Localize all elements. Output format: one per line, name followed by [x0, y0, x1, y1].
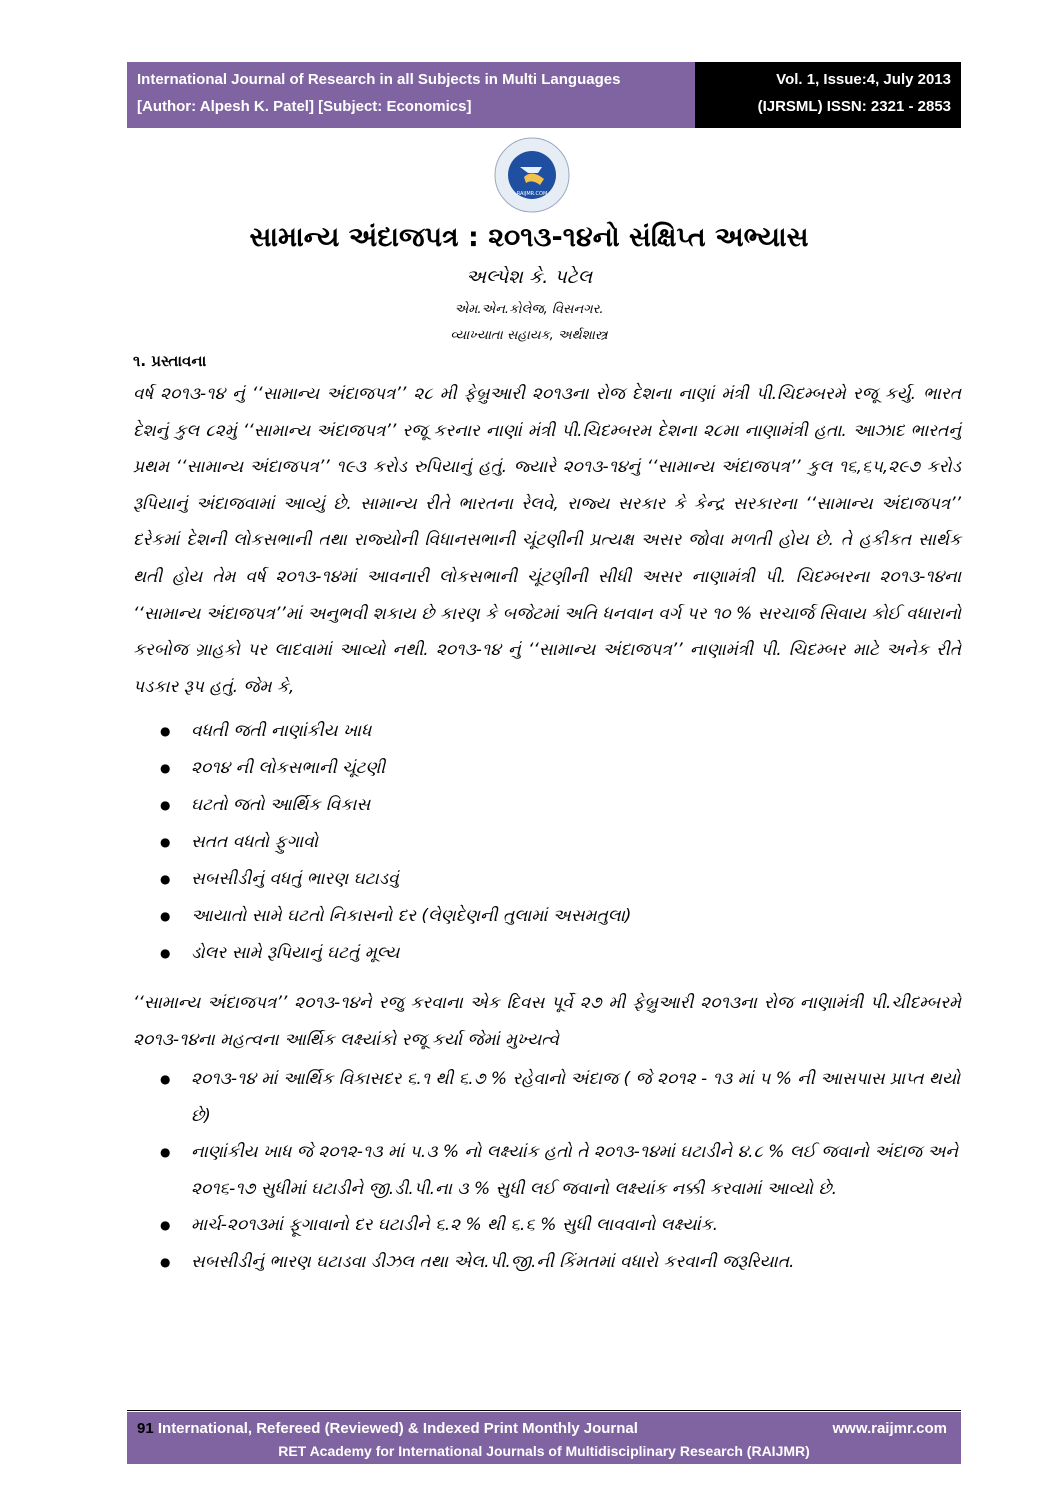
issn: (IJRSML) ISSN: 2321 - 2853	[757, 98, 951, 115]
list-item: ● માર્ચ-૨૦૧૩માં ફૂગાવાનો દર ઘટાડીને ૬.૨ % થી ૬.૬ % સુધી લાવવાનો લક્ષ્યાંક.	[133, 1207, 961, 1244]
author-name: અલ્પેશ કે. પટેલ	[465, 266, 593, 288]
header-left-band	[127, 62, 695, 128]
journal-name: International Journal of Research in all Subjects in Multi Languages	[137, 71, 621, 88]
footer-url: www.raijmr.com	[832, 1420, 947, 1437]
article-title: સામાન્ય અંદાજપત્ર : ૨૦૧૩-૧૪નો સંક્ષિપ્ત અભ્યાસ	[249, 222, 809, 253]
affiliation-designation: વ્યાખ્યાતા સહાયક, અર્થશાસ્ત્ર	[450, 328, 608, 343]
list-item: ● નાણાંકીય ખાધ જે ૨૦૧૨-૧૩ માં ૫.૩ % નો લક્ષ્યાંક હતો તે ૨૦૧૩-૧૪માં ઘટાડીને ૪.૮ % લઈ જવાનો અંદાજ અને ૨૦૧૬-૧૭ સુધીમાં ઘટાડીને જી.ડી.પી.ના ૩ % સુધી લઈ જવાનો લક્ષ્યાંક નક્કી કરવામાં આવ્યો છે.	[133, 1134, 961, 1207]
targets-list	[133, 1061, 961, 1281]
list-item: ● ઘટતો જતો આર્થિક વિકાસ	[133, 787, 961, 824]
footer-academy: RET Academy for International Journals of Multidisciplinary Research (RAIJMR)	[278, 1443, 810, 1459]
author-subject: [Author: Alpesh K. Patel] [Subject: Economics]	[137, 98, 472, 115]
volume-issue: Vol. 1, Issue:4, July 2013	[776, 71, 951, 88]
page-number: 91	[137, 1420, 154, 1437]
footer-divider	[127, 1410, 961, 1411]
list-item: ● ડોલર સામે રૂપિયાનું ઘટતું મૂલ્ય	[133, 935, 961, 972]
section-heading: ૧. પ્રસ્તાવના	[133, 352, 207, 370]
targets-paragraph: ‘‘સામાન્ય અંદાજપત્ર’’ ૨૦૧૩-૧૪ને રજુ કરવાના એક દિવસ પૂર્વે ૨૭ મી ફેબ્રુઆરી ૨૦૧૩ના રોજ નાણામંત્રી પી.ચીદમ્બરમે ૨૦૧૩-૧૪ના મહત્વના આર્થિક લક્ષ્યાંકો રજૂ કર્યા જેમાં મુખ્યત્વે	[133, 993, 961, 1050]
footer-journal-line	[137, 1420, 638, 1437]
challenges-list	[133, 713, 961, 972]
journal-header	[127, 62, 961, 128]
list-item: ● આયાતો સામે ઘટતો નિકાસનો દર (લેણદેણની તુલામાં અસમતુલા)	[133, 898, 961, 935]
list-item: ● સબસીડીનું ભારણ ઘટાડવા ડીઝલ તથા એલ.પી.જી.ની કિંમતમાં વધારો કરવાની જરૂરિયાત.	[133, 1244, 961, 1281]
affiliation-college: એમ.એન.કોલેજ, વિસનગર.	[454, 302, 604, 317]
journal-footer	[127, 1412, 961, 1464]
intro-paragraph: વર્ષ ૨૦૧૩-૧૪ નું ‘‘સામાન્ય અંદાજપત્ર’’ ૨૮ મી ફેબ્રુઆરી ૨૦૧૩ના રોજ દેશના નાણાં મંત્રી પી.ચિદમ્બરમે રજૂ કર્યુ. ભારત દેશનું કુલ ૮૨મું ‘‘સામાન્ય અંદાજપત્ર’’ રજૂ કરનાર નાણાં મંત્રી પી.ચિદમ્બરમ દેશના ૨૮મા નાણામંત્રી હતા. આઝાદ ભારતનું પ્રથમ ‘‘સામાન્ય અંદાજપત્ર’’ ૧૯૩ કરોડ રુપિયાનું હતું. જ્યારે ૨૦૧૩-૧૪નું ‘‘સામાન્ય અંદાજપત્ર’’ કુલ ૧૬,૬૫,૨૯૭ કરોડ રૂપિયાનું અંદાજવામાં આવ્યું છે. સામાન્ય રીતે ભારતના રેલવે, રાજ્ય સરકાર કે કેન્દ્ર સરકારના ‘‘સામાન્ય અંદાજપત્ર’’ દરેકમાં દેશની લોકસભાની તથા રાજ્યોની વિધાનસભાની ચૂંટણીની પ્રત્યક્ષ અસર જોવા મળતી હોય છે. તે હકીકત સાર્થક થતી હોય તેમ વર્ષ ૨૦૧૩-૧૪માં આવનારી લોકસભાની ચૂંટણીની સીધી અસર નાણામંત્રી પી. ચિદમ્બરના ૨૦૧૩-૧૪ના ‘‘સામાન્ય અંદાજપત્ર’’માં અનુભવી શકાય છે કારણ કે બજેટમાં અતિ ધનવાન વર્ગ પર ૧૦ % સરચાર્જ સિવાય કોઈ વધારાનો કરબોજ ગ્રાહકો પર લાદવામાં આવ્યો નથી. ૨૦૧૩-૧૪ નું ‘‘સામાન્ય અંદાજપત્ર’’ નાણામંત્રી પી. ચિદમ્બર માટે અનેક રીતે પડકાર રૂપ હતું. જેમ કે,	[133, 384, 961, 697]
list-item: ● સતત વધતો ફુગાવો	[133, 824, 961, 861]
raijmr-seal-logo	[494, 137, 570, 213]
header-right-band	[695, 62, 961, 128]
list-item: ● ૨૦૧૩-૧૪ માં આર્થિક વિકાસદર ૬.૧ થી ૬.૭ % રહેવાનો અંદાજ ( જે ૨૦૧૨ - ૧૩ માં ૫ % ની આસપાસ પ્રાપ્ત થયો છે)	[133, 1061, 961, 1134]
logo-text: RAIJMR.COM	[516, 191, 548, 197]
footer-journal-text: International, Refereed (Reviewed) & Indexed Print Monthly Journal	[157, 1420, 638, 1437]
list-item: ● વધતી જતી નાણાંકીય ખાધ	[133, 713, 961, 750]
list-item: ● સબસીડીનું વધતું ભારણ ઘટાડવું	[133, 861, 961, 898]
list-item: ● ૨૦૧૪ ની લોકસભાની ચૂંટણી	[133, 750, 961, 787]
